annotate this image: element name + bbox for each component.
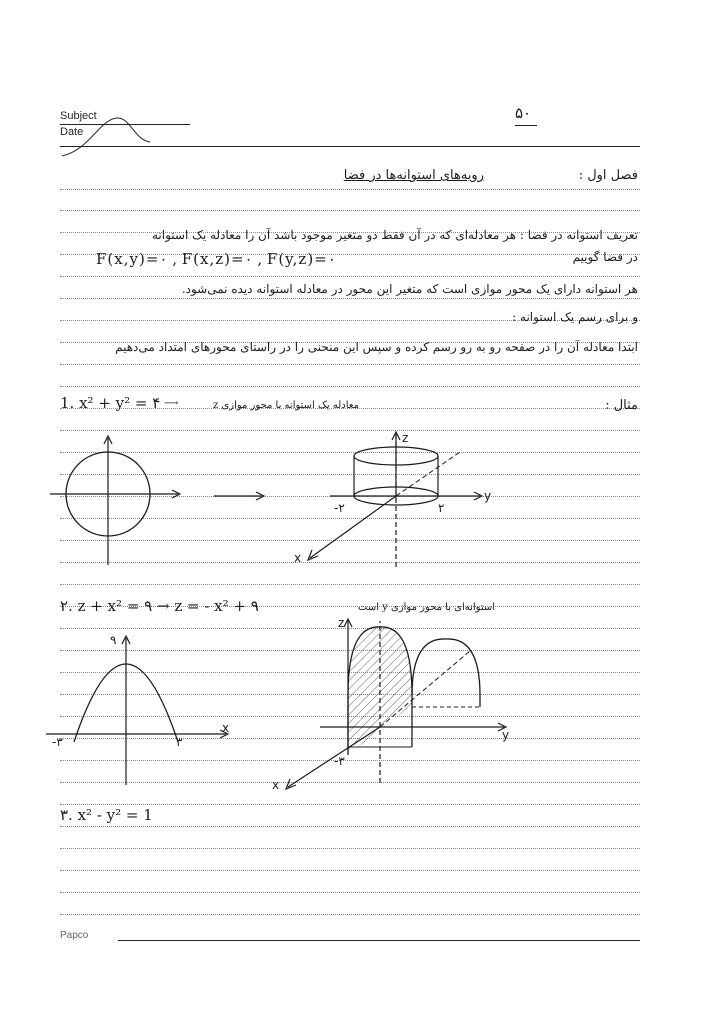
example-1-note: معادله یک استوانه با محور موازی z: [212, 400, 359, 411]
graph-2-neg-tick-3d: -۳: [334, 754, 345, 768]
graph-1-circle: [40, 430, 240, 570]
date-label: Date: [60, 126, 84, 138]
graph-1-x-label: x: [294, 551, 302, 565]
graph-2-z-label: z: [338, 616, 345, 630]
chapter-label: فصل اول :: [578, 168, 638, 183]
graph-2-neg-tick: -۳: [52, 735, 63, 749]
graph-2-x3d-label: x: [272, 778, 280, 792]
graph-2-y-label: y: [502, 728, 510, 742]
example-2-formula: ۲. z + x² = ۹ → z = - x² + ۹: [60, 597, 259, 615]
subject-label: Subject: [60, 110, 97, 122]
definition-formulas: F(x,y)=۰ , F(x,z)=۰ , F(y,z)=۰: [96, 250, 336, 268]
definition-line-4: و برای رسم یک استوانه :: [512, 310, 638, 324]
definition-line-5: ابتدا معادله آن را در صفحه رو به رو رسم کرده و سپس این منحنی را در راستای محورهای امتداد می‌دهیم: [115, 340, 638, 354]
footer-rule: [118, 940, 640, 941]
graph-1-y-label: y: [484, 489, 492, 503]
chapter-title: رویه‌های استوانه‌ها در فضا: [343, 168, 484, 183]
graph-1-pos-tick: ۲: [438, 501, 445, 515]
graph-1-z-label: z: [402, 431, 409, 445]
definition-line-3: هر استوانه دارای یک محور موازی است که متغیر این محور در معادله استوانه دیده نمی‌شود.: [181, 282, 638, 296]
graph-2-parabola: [40, 630, 240, 790]
example-3-formula: ۳. x² - y² = 1: [60, 806, 153, 824]
example-1-formula: 1. x² + y² = ۴: [60, 394, 161, 412]
page-number: ۵۰: [515, 104, 532, 122]
graph-2-peak: ۹: [110, 633, 117, 647]
example-2-note: استوانه‌ای با محور موازی y است: [358, 602, 495, 613]
example-label: مثال :: [605, 398, 638, 413]
graph-1-transition-arrow: [212, 488, 272, 508]
definition-line-2: در فضا گوییم: [572, 250, 638, 264]
graph-2-pos-tick: ۳: [176, 735, 183, 749]
graph-1-neg-tick: -۲: [334, 501, 345, 515]
graph-2-parabolic-cylinder: [270, 615, 510, 795]
footer-stamp: Papco: [60, 930, 89, 941]
graph-1-cylinder: [290, 428, 520, 578]
example-1-arrow: ⟶: [164, 398, 179, 409]
graph-2-x-label: x: [222, 721, 230, 735]
definition-line-1: تعریف استوانه در فضا : هر معادله‌ای که در آن فقط دو متغیر موجود باشد آن را معادله یک استوانه: [151, 228, 638, 242]
page-number-line: [515, 125, 537, 126]
